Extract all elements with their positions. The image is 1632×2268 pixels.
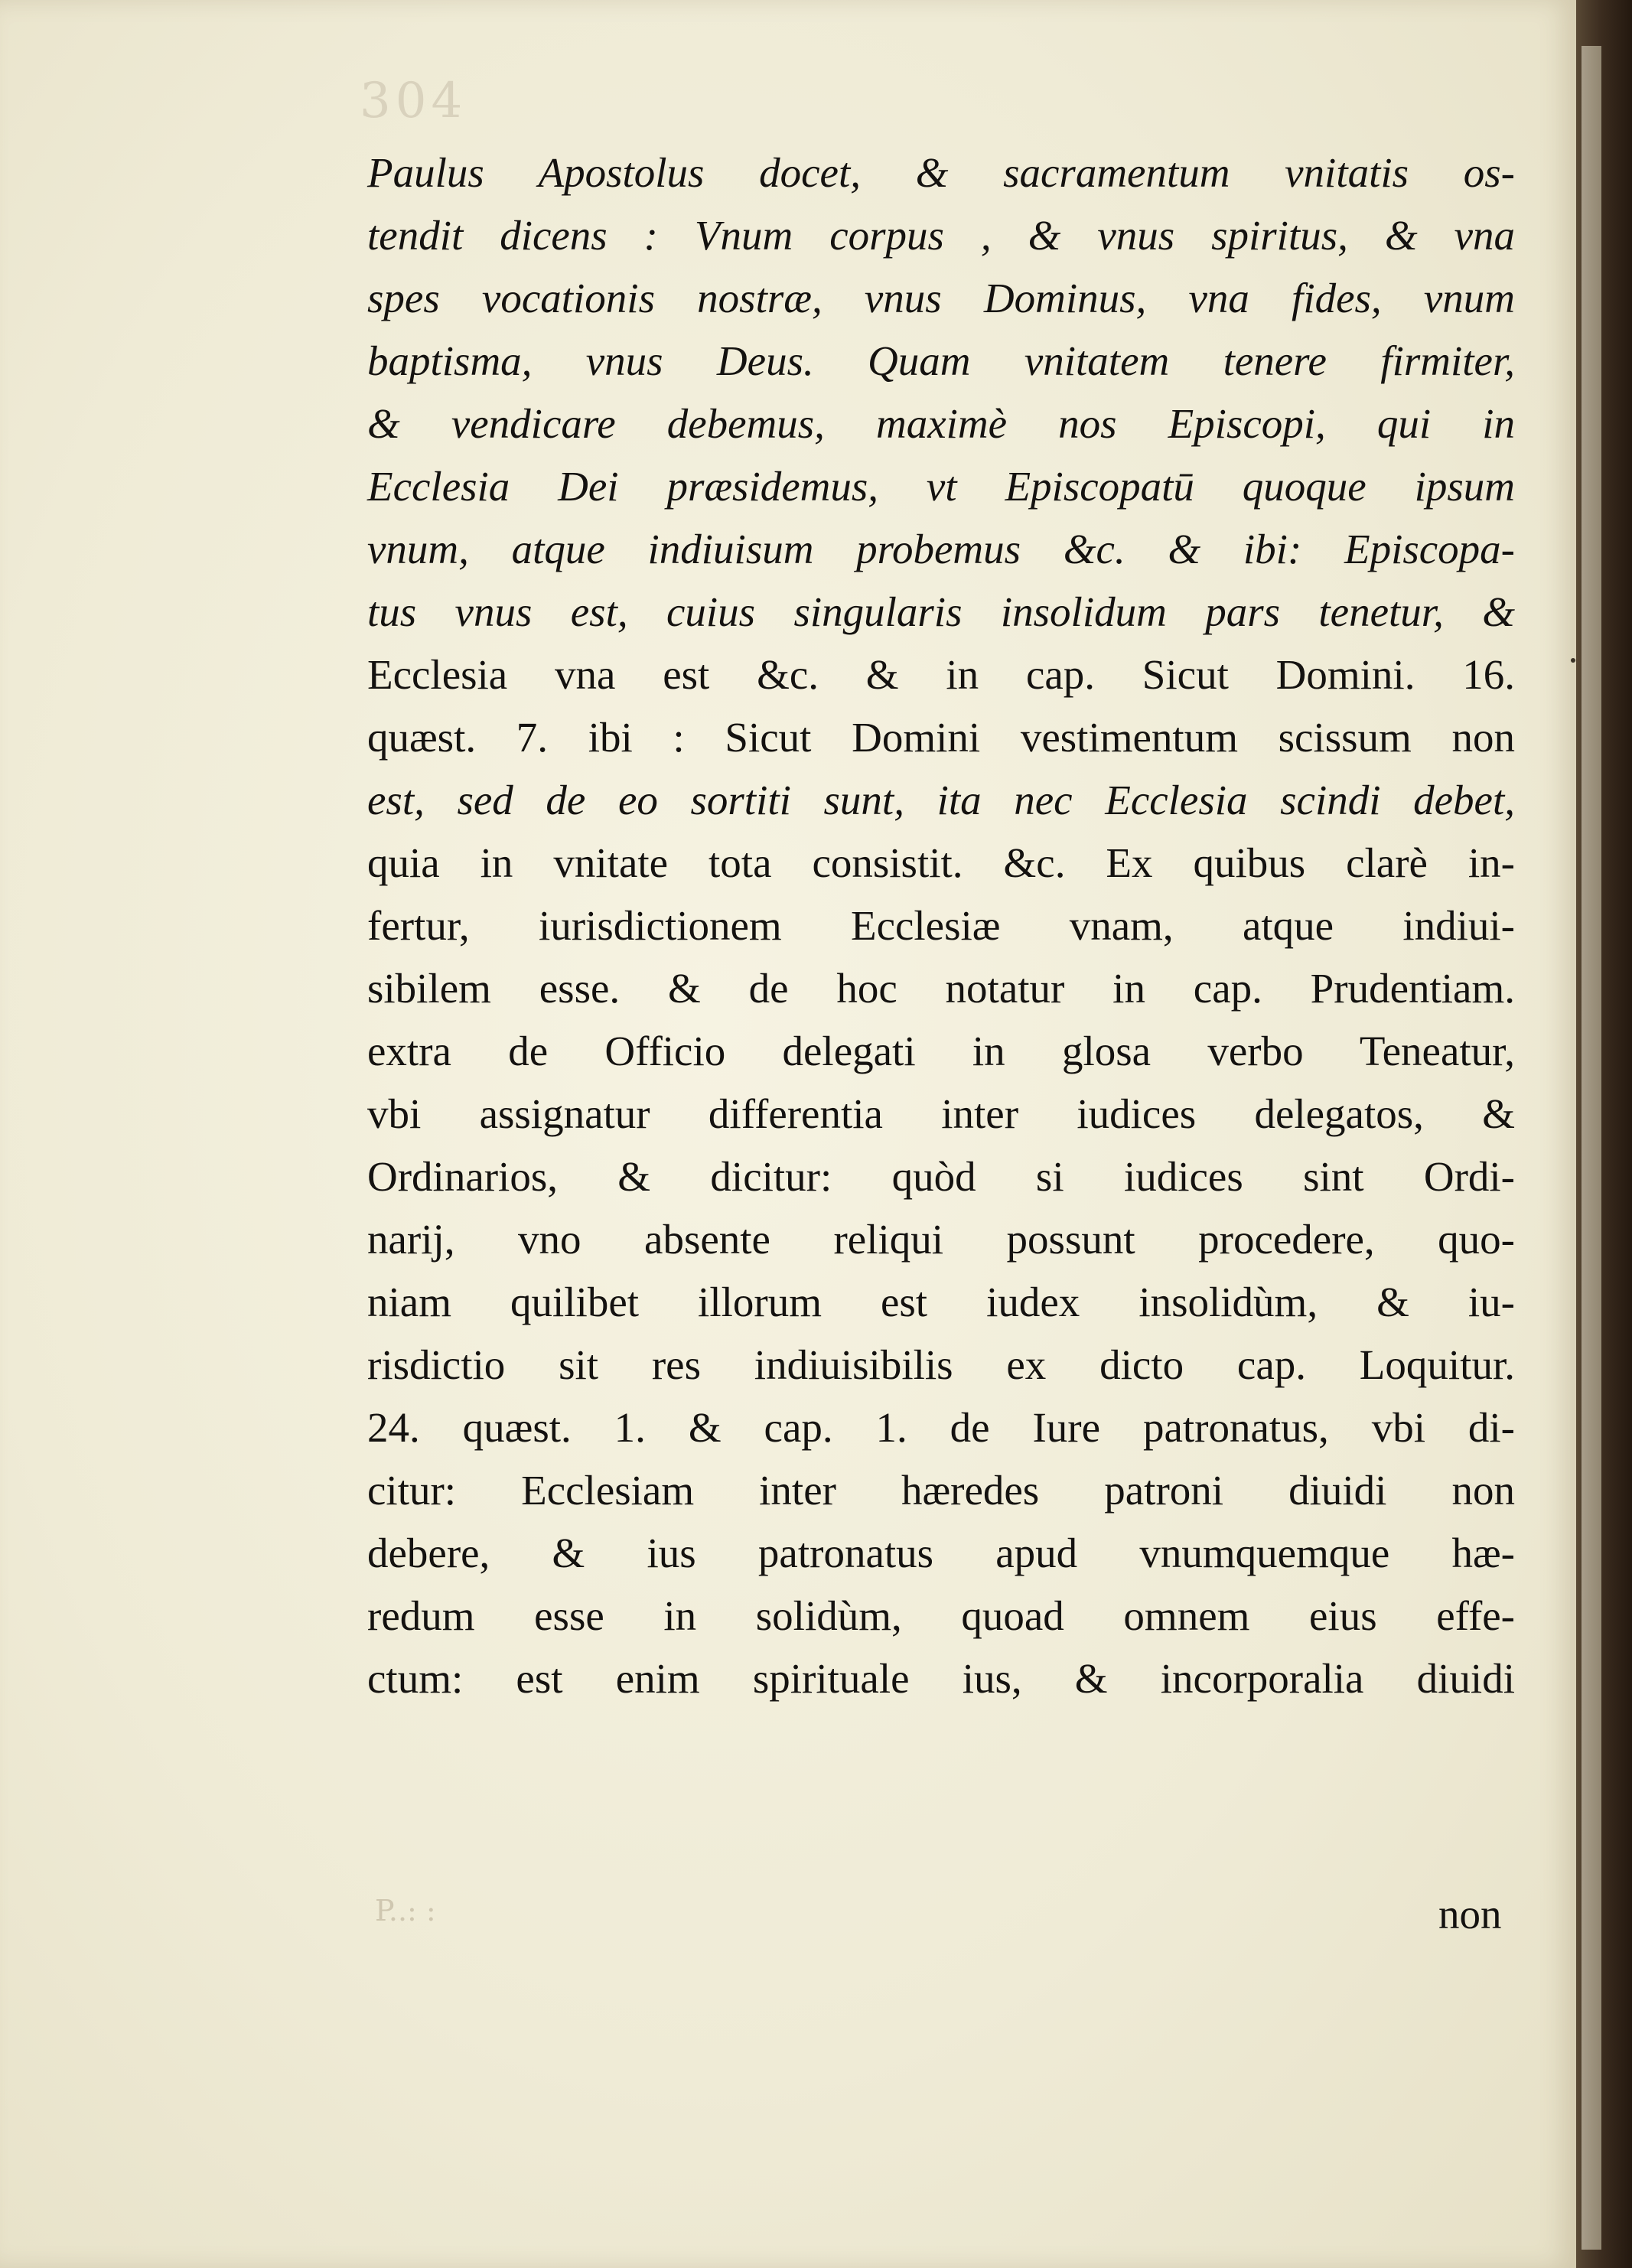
text-line: risdictio sit res indiuisibilis ex dicto cap. Loquitur. — [367, 1341, 1515, 1388]
text-line: Ordinarios, & dicitur: quòd si iudices sint Ordi- — [367, 1153, 1515, 1200]
text-line: quia in vnitate tota consistit. &c. Ex quibus clarè in- — [367, 839, 1515, 886]
text-line: niam quilibet illorum est iudex insolidùm, & iu- — [367, 1279, 1515, 1325]
text-line: vnum, atque indiuisum probemus &c. & ibi: Episcopa- — [367, 526, 1515, 572]
text-line: redum esse in solidùm, quoad omnem eius effe- — [367, 1592, 1515, 1639]
bleed-through-text: P..: : — [375, 1894, 436, 1927]
facing-page-edge — [1582, 46, 1601, 2250]
text-line: spes vocationis nostræ, vnus Dominus, vna fides, vnum — [367, 275, 1515, 321]
text-line: baptisma, vnus Deus. Quam vnitatem tenere firmiter, — [367, 337, 1515, 384]
text-line: tendit dicens : Vnum corpus , & vnus spiritus, & vna — [367, 212, 1515, 259]
catchword: non — [1438, 1891, 1502, 1937]
text-line: narij, vno absente reliqui possunt procedere, quo- — [367, 1216, 1515, 1263]
text-line: quæst. 7. ibi : Sicut Domini vestimentum scissum non — [367, 714, 1515, 761]
text-line: Ecclesia vna est &c. & in cap. Sicut Domini. 16. — [367, 651, 1515, 698]
text-line: tus vnus est, cuius singularis insolidum pars tenetur, & — [367, 588, 1515, 635]
text-line: 24. quæst. 1. & cap. 1. de Iure patronatus, vbi di- — [367, 1404, 1515, 1451]
text-line: Paulus Apostolus docet, & sacramentum vnitatis os- — [367, 149, 1515, 196]
text-line: Ecclesia Dei præsidemus, vt Episcopatū quoque ipsum — [367, 463, 1515, 510]
text-line: & vendicare debemus, maximè nos Episcopi, qui in — [367, 400, 1515, 447]
text-line: debere, & ius patronatus apud vnumquemque hæ- — [367, 1530, 1515, 1576]
page-text-block — [367, 142, 1515, 1710]
text-line: fertur, iurisdictionem Ecclesiæ vnam, atque indiui- — [367, 902, 1515, 949]
text-line: extra de Officio delegati in glosa verbo Teneatur, — [367, 1028, 1515, 1074]
text-line: sibilem esse. & de hoc notatur in cap. Prudentiam. — [367, 965, 1515, 1012]
folio-number-bleed: 304 — [360, 73, 467, 129]
text-line: vbi assignatur differentia inter iudices delegatos, & — [367, 1090, 1515, 1137]
text-line: est, sed de eo sortiti sunt, ita nec Ecclesia scindi debet, — [367, 777, 1515, 823]
text-line: ctum: est enim spirituale ius, & incorporalia diuidi — [367, 1655, 1515, 1702]
page-edge-mark — [1571, 658, 1575, 663]
text-line: citur: Ecclesiam inter hæredes patroni diuidi non — [367, 1467, 1515, 1514]
